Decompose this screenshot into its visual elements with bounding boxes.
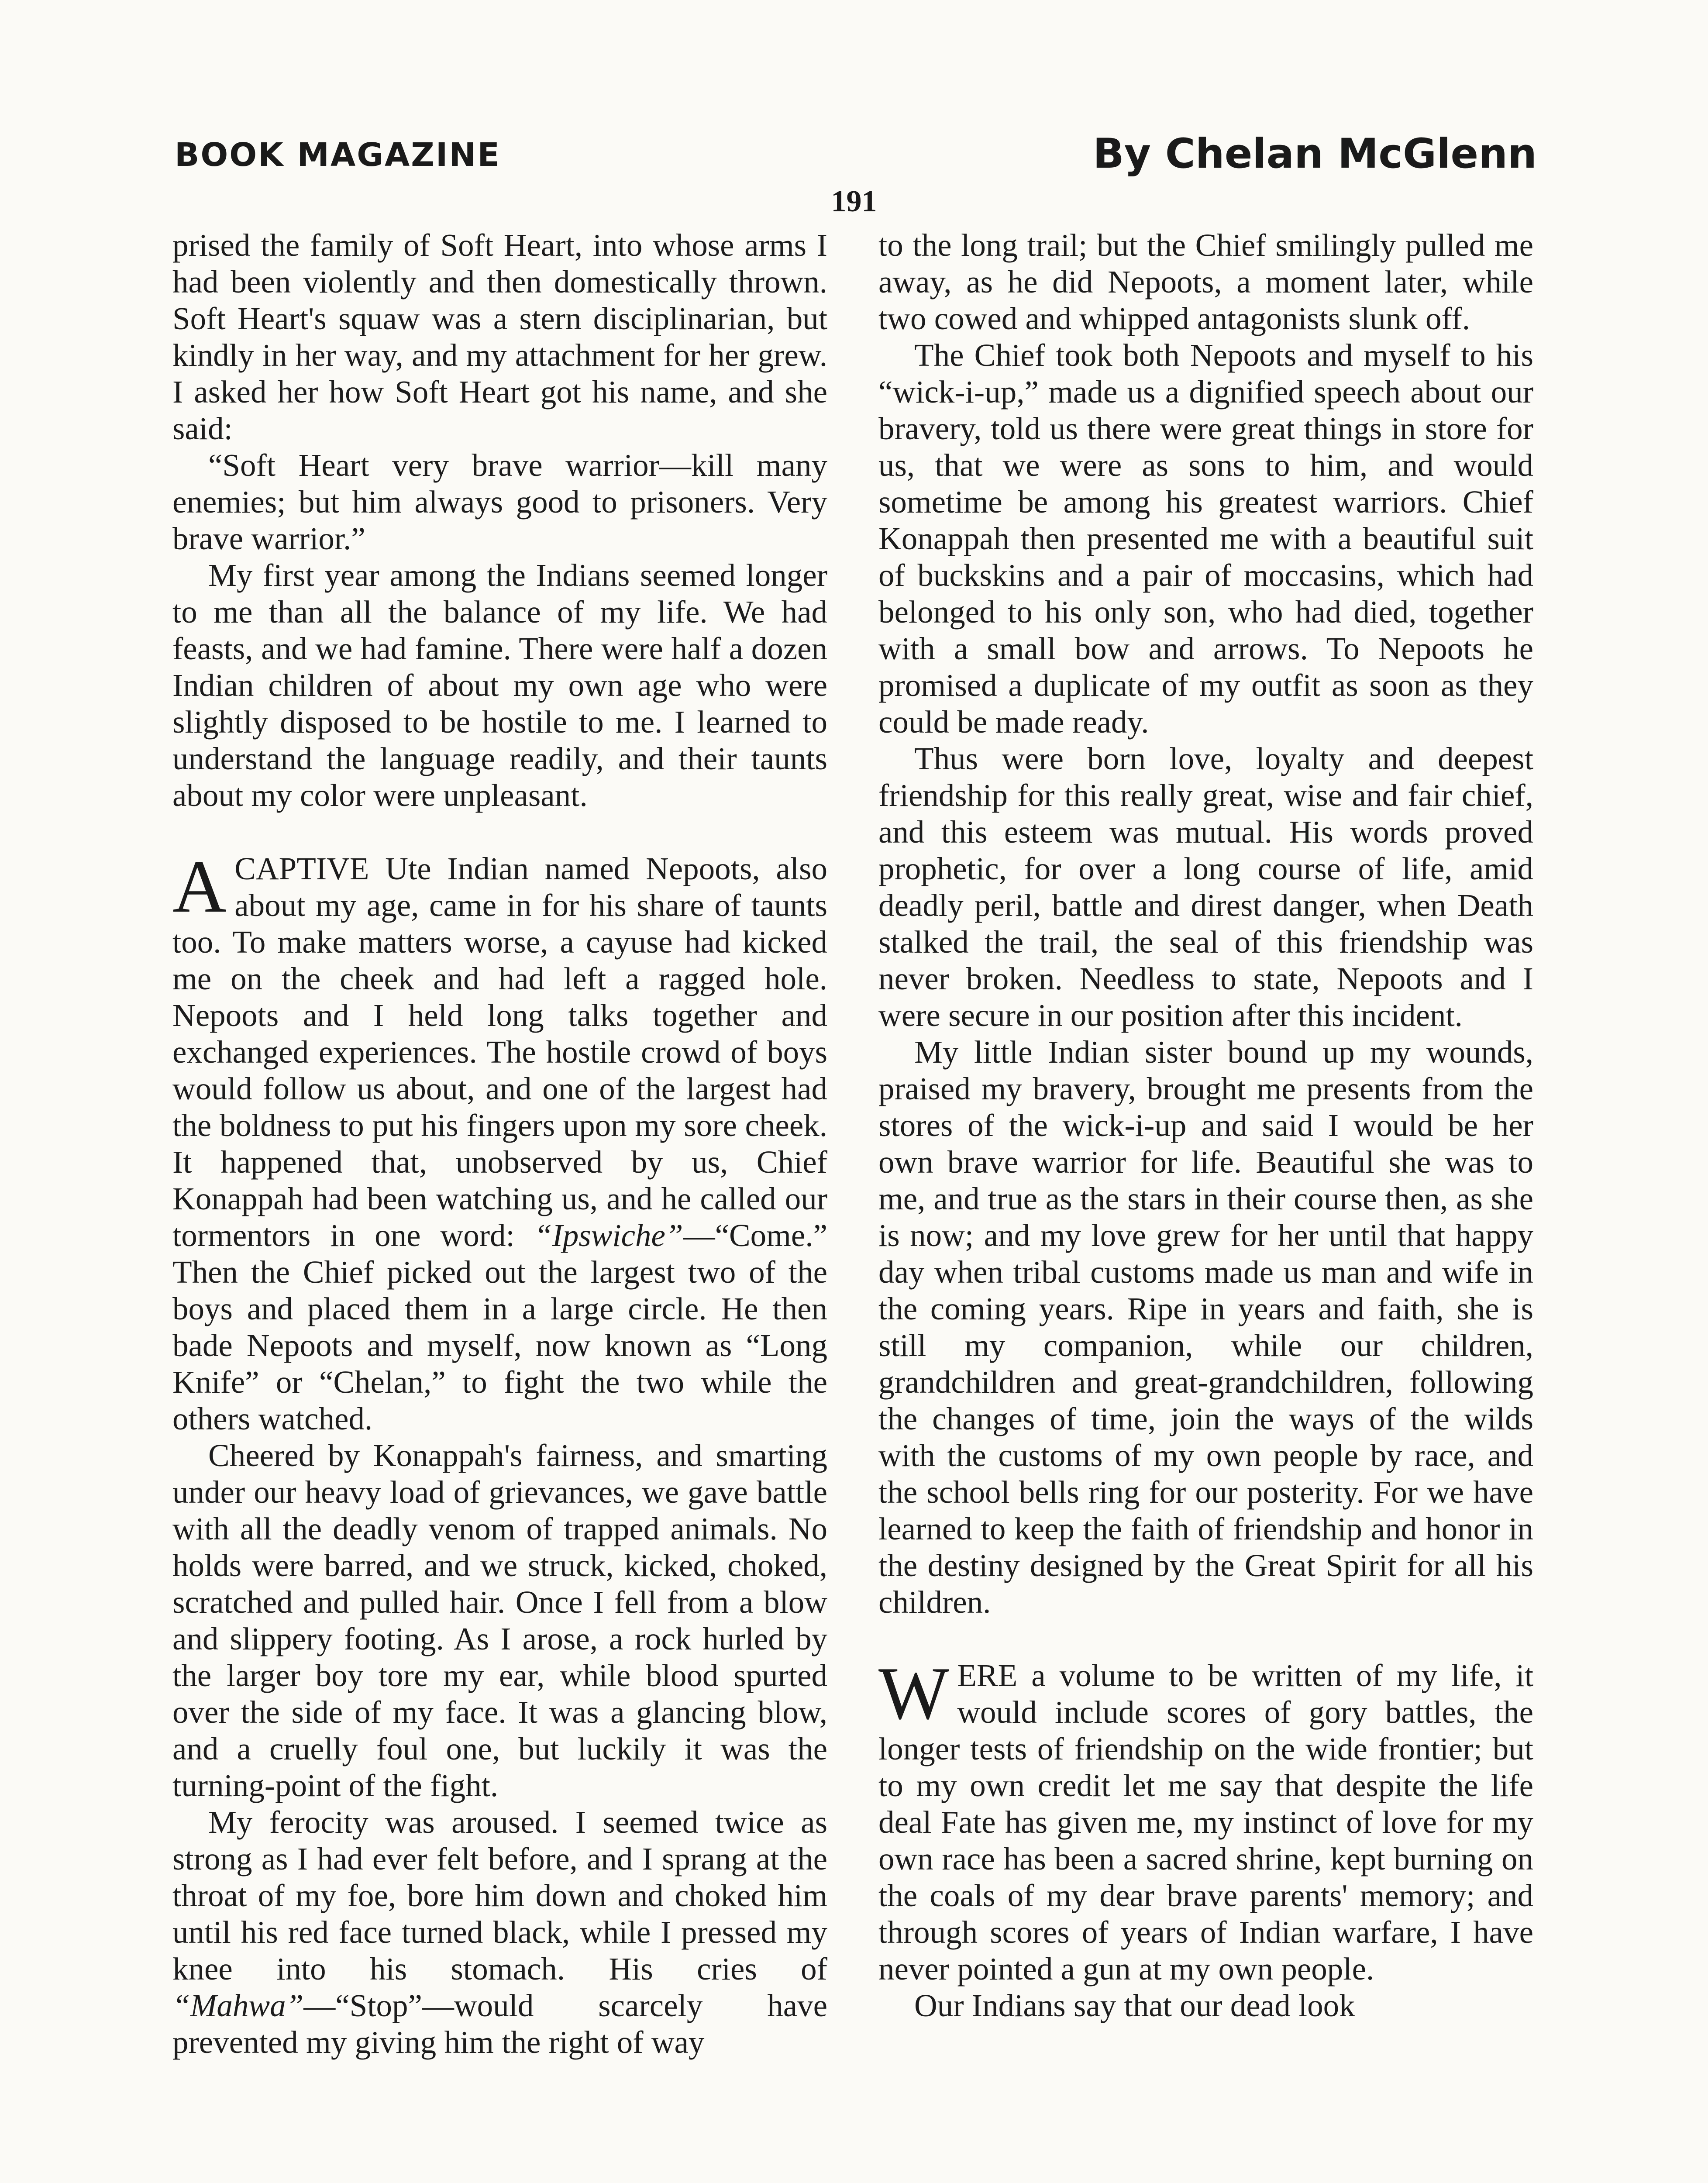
paragraph: to the long trail; but the Chief smilingly pulled me away, as he did Nepoots, a moment later, while two cowed and whipped antagonists slunk off. (878, 227, 1533, 336)
paragraph: My little Indian sister bound up my wounds, praised my bravery, brought me presents from the stores of the wick-i-up and said I would be her own brave warrior for life. Beautiful she was to me, and true as the stars in their course then, as she is now; and my love grew for her until that happy day when tribal customs made us man and wife in the coming years. Ripe in years and faith, she is still my companion, while our children, grandchildren and great-grandchildren, following the changes of time, join the ways of the wilds with the customs of my own people by race, and the school bells ring for our posterity. For we have learned to keep the faith of friendship and honor in the destiny designed by the Great Spirit for all his children. (878, 1034, 1533, 1620)
section-paragraph (172, 845, 827, 1437)
paragraph-text: —“Come.” Then the Chief picked out the largest two of the boys and placed them in a large circle. He then bade Nepoots and myself, now known as “Long Knife” or “Chelan,” to fight the two while the others watched. (172, 1218, 827, 1436)
paragraph: prised the family of Soft Heart, into whose arms I had been violently and then domestically thrown. Soft Heart's squaw was a stern disciplinarian, but kindly in her way, and my attachment for her grew. I asked her how Soft Heart got his name, and she said: (172, 227, 827, 446)
italic-word: “Ipswiche” (534, 1218, 683, 1253)
paragraph-text: My ferocity was aroused. I seemed twice as strong as I had ever felt before, and I sprang at the throat of my foe, bore him down and choked him until his red face turned black, while I pressed my knee into his stomach. His cries of (172, 1804, 827, 1987)
author-byline: By Chelan McGlenn (1093, 130, 1537, 178)
right-text-column (878, 227, 1533, 2183)
paragraph: Our Indians say that our dead look (914, 1988, 1355, 2023)
italic-word: “Mahwa” (172, 1988, 304, 2023)
paragraph: The Chief took both Nepoots and myself to his “wick-i-up,” made us a dignified speech about our bravery, told us there were great things in store for us, that we were as sons to him, and would sometime be among his greatest warriors. Chief Konappah then presented me with a beautiful suit of buckskins and a pair of moccasins, which had belonged to his only son, who had died, together with a small bow and arrows. To Nepoots he promised a duplicate of my outfit as soon as they could be made ready. (878, 337, 1533, 740)
drop-cap: A (172, 845, 227, 928)
small-caps-lead: ERE (957, 1658, 1018, 1693)
small-caps-lead: CAPTIVE (234, 851, 369, 886)
section-paragraph (878, 1652, 1533, 1987)
left-text-column (172, 227, 827, 2183)
page-number: 191 (831, 185, 877, 218)
drop-cap: W (878, 1652, 950, 1735)
paragraph (172, 1804, 827, 2061)
paragraph-text: —“Stop”—would scarcely have prevented my giving him the right of way (172, 1988, 827, 2060)
paragraph-text: Ute Indian named Nepoots, also about my age, came in for his share of taunts too. To make matters worse, a cayuse had kicked me on the cheek and had left a ragged hole. Nepoots and I held long talks together and exchanged experiences. The hostile crowd of boys would follow us about, and one of the largest had the boldness to put his fingers upon my sore cheek. It happened that, unobserved by us, Chief Konappah had been watching us, and he called our tormentors in one word: (172, 851, 827, 1253)
paragraph: “Soft Heart very brave warrior—kill many enemies; but him always good to prisoners. Very brave warrior.” (172, 448, 827, 556)
paragraph: Thus were born love, loyalty and deepest friendship for this really great, wise and fair chief, and this esteem was mutual. His words proved prophetic, for over a long course of life, amid deadly peril, battle and direst danger, when Death stalked the trail, the seal of this friendship was never broken. Needless to state, Nepoots and I were secure in our position after this incident. (878, 741, 1533, 1033)
paragraph: Cheered by Konappah's fairness, and smarting under our heavy load of grievances, we gave battle with all the deadly venom of trapped animals. No holds were barred, and we struck, kicked, choked, scratched and pulled hair. Once I fell from a blow and slippery footing. As I arose, a rock hurled by the larger boy tore my ear, while blood spurted over the side of my face. It was a glancing blow, and a cruelly foul one, but luckily it was the turning-point of the fight. (172, 1438, 827, 1803)
paragraph: My first year among the Indians seemed longer to me than all the balance of my life. We had feasts, and we had famine. There were half a dozen Indian children of about my own age who were slightly disposed to be hostile to me. I learned to understand the language readily, and their taunts about my color were unpleasant. (172, 558, 827, 813)
magazine-title: BOOK MAGAZINE (175, 136, 501, 174)
paragraph-text: a volume to be written of my life, it would include scores of gory battles, the longer tests of friendship on the wide frontier; but to my own credit let me say that despite the life deal Fate has given me, my instinct of love for my own race has been a sacred shrine, kept burning on the coals of my dear brave parents' memory; and through scores of years of Indian warfare, I have never pointed a gun at my own people. (878, 1658, 1533, 1987)
